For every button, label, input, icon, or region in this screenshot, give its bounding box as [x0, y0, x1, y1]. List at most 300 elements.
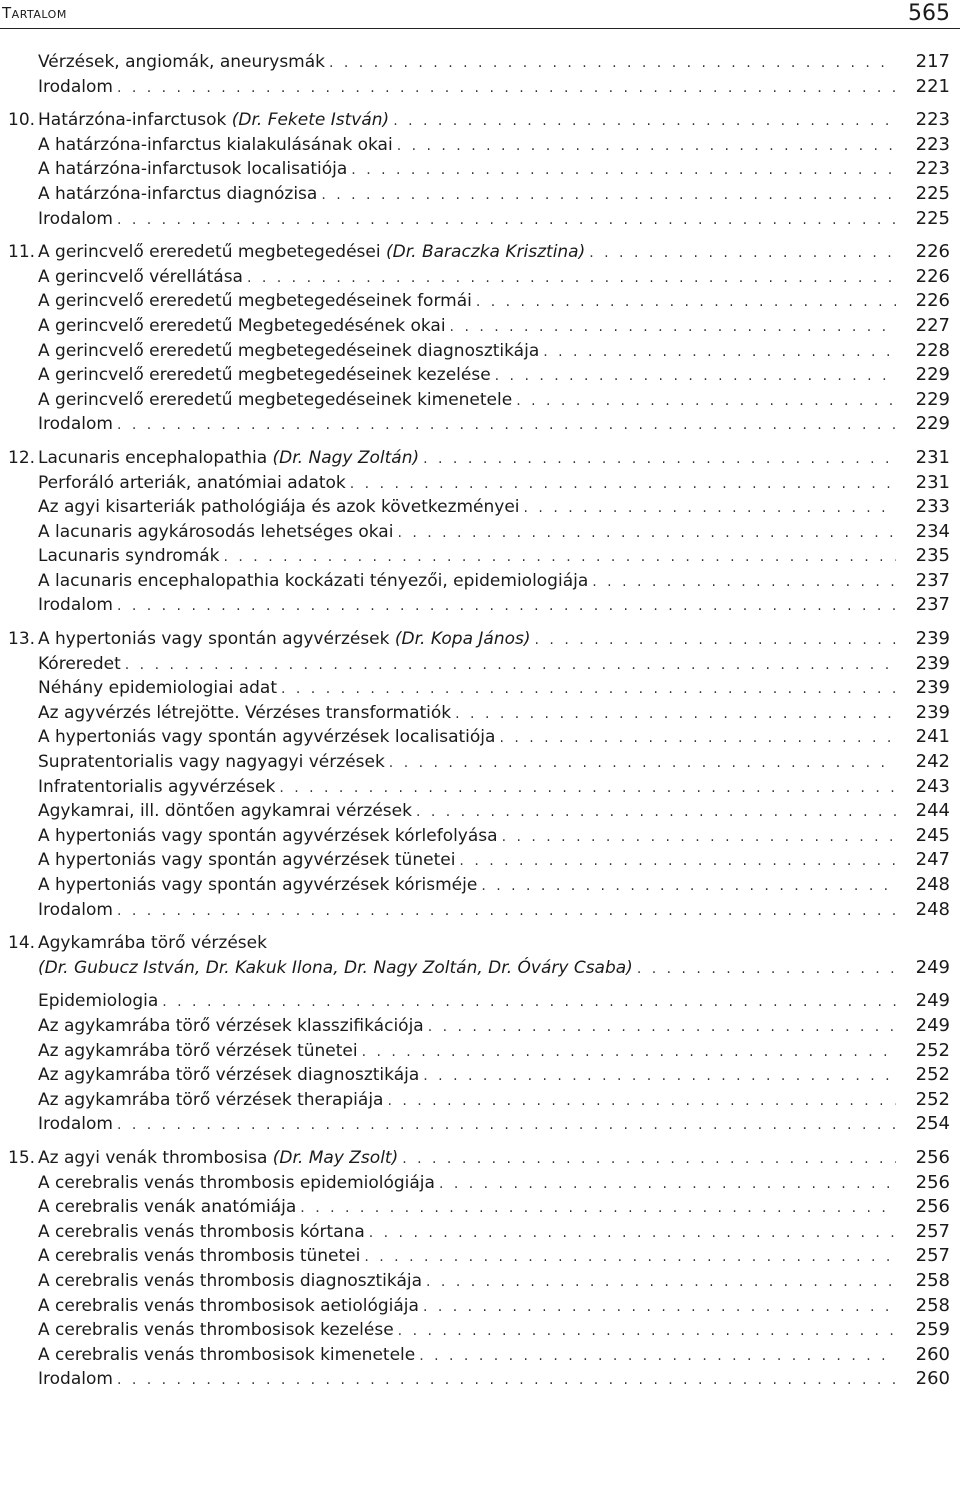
toc-entry-title-text: Agykamrai, ill. döntően agykamrai vérzések [38, 801, 412, 822]
toc-entry-page: 227 [915, 314, 950, 336]
dot-leader [117, 413, 896, 437]
toc-entry-title-text: A gerincvelő ereredetű megbetegedéseinek diagnosztikája [38, 340, 540, 361]
toc-entry-row [38, 931, 898, 955]
toc-entry-title [38, 1171, 435, 1195]
toc-entry-title-text: Perforáló arteriák, anatómiai adatok [38, 472, 346, 493]
toc-entry-row [38, 873, 898, 898]
toc-entry-author: (Dr. Nagy Zoltán) [272, 447, 420, 468]
toc-entry-page: 254 [915, 1113, 950, 1135]
toc-entry-row [38, 1063, 898, 1088]
toc-entry-author: (Dr. Gubucz István, Dr. Kakuk Ilona, Dr. Nagy Zoltán, Dr. Óváry Csaba) [38, 957, 633, 978]
page-header [0, 0, 960, 30]
toc-entry-title [38, 471, 346, 495]
toc-entry [0, 446, 960, 471]
toc-entry [0, 593, 960, 618]
toc-entry-title-text: Néhány epidemiologiai adat [38, 678, 277, 699]
toc-entry [0, 1171, 960, 1196]
toc-entry-page: 258 [915, 1294, 950, 1316]
toc-entry-title-text: Határzóna-infarctusok [38, 110, 232, 131]
dot-leader [459, 849, 896, 873]
dot-leader [428, 1015, 896, 1039]
toc-entry-title-text: A határzóna-infarctus kialakulásának okai [38, 134, 393, 155]
toc-entry-title-text: Az agyvérzés létrejötte. Vérzéses transformatiók [38, 702, 452, 723]
toc-entry [0, 471, 960, 496]
dot-leader [402, 1147, 896, 1171]
toc-entry-page: 248 [915, 874, 950, 895]
toc-entry [0, 701, 960, 726]
toc-entry-row [38, 314, 898, 339]
toc-entry-title-text: Epidemiologia [38, 991, 159, 1012]
dot-leader [117, 594, 896, 618]
toc-entry-row [38, 725, 898, 750]
toc-entry-page: 223 [915, 133, 950, 155]
toc-entry-page: 249 [915, 990, 950, 1012]
toc-entry [0, 495, 960, 520]
table-of-contents [0, 50, 960, 1392]
dot-leader [117, 1368, 896, 1392]
toc-entry-title-text: Irodalom [38, 1369, 113, 1390]
toc-entry-page: 221 [915, 75, 950, 97]
toc-entry-row [38, 750, 898, 775]
toc-entry-title [38, 1112, 113, 1136]
dot-leader [350, 472, 896, 496]
toc-entry [0, 265, 960, 290]
toc-entry-title-text: A cerebralis venás thrombosisok aetiológiája [38, 1295, 419, 1316]
dot-leader [279, 776, 896, 800]
toc-entry-page: 242 [915, 751, 950, 773]
toc-entry-page: 247 [915, 849, 950, 871]
chapter-number: 15. [8, 1147, 36, 1168]
toc-entry-row [38, 1318, 898, 1343]
toc-entry [0, 627, 960, 652]
toc-entry-page: 237 [915, 594, 950, 616]
toc-entry-title [38, 652, 121, 676]
toc-entry-title-text: Az agykamrába törő vérzések klasszifikációja [38, 1015, 424, 1036]
toc-entry [0, 1014, 960, 1039]
dot-leader [423, 1295, 896, 1319]
toc-entry [0, 50, 960, 75]
chapter-number: 10. [8, 110, 36, 131]
toc-entry [0, 1367, 960, 1392]
toc-entry-title [38, 314, 446, 338]
dot-leader [393, 109, 896, 133]
toc-entry-title [38, 775, 275, 799]
dot-leader [329, 51, 896, 75]
toc-entry-row [38, 265, 898, 290]
toc-entry-row [38, 412, 898, 437]
toc-entry-title [38, 412, 113, 436]
toc-entry-title-text: Lacunaris encephalopathia [38, 447, 273, 468]
toc-entry-page: 257 [915, 1245, 950, 1267]
toc-entry-title [38, 1269, 422, 1293]
toc-entry-title [38, 265, 243, 289]
toc-entry [0, 1244, 960, 1269]
toc-entry-row [38, 676, 898, 701]
toc-entry-title [38, 931, 267, 955]
toc-entry [0, 652, 960, 677]
toc-entry-title-text: A hypertoniás vagy spontán agyvérzések [38, 629, 395, 650]
dot-leader [300, 1196, 896, 1220]
toc-entry [0, 157, 960, 182]
toc-entry-row [38, 956, 898, 981]
toc-entry-page: 226 [915, 241, 950, 263]
toc-entry-title [38, 75, 113, 99]
toc-entry-title-text: A gerincvelő ereredetű megbetegedéseinek kimenetele [38, 389, 513, 410]
toc-entry-page: 239 [915, 701, 950, 723]
toc-entry [0, 412, 960, 437]
dot-leader [499, 726, 896, 750]
toc-entry-title [38, 627, 531, 651]
toc-entry-title-text: Irodalom [38, 414, 113, 435]
toc-entry [0, 848, 960, 873]
toc-entry-title [38, 50, 325, 74]
toc-entry-title-text: A hypertoniás vagy spontán agyvérzések kórlefolyása [38, 825, 498, 846]
toc-entry-title-text: Az agykamrába törő vérzések diagnosztikája [38, 1065, 420, 1086]
toc-entry [0, 240, 960, 265]
toc-entry [0, 1112, 960, 1137]
toc-entry-row [38, 593, 898, 618]
toc-entry-page: 233 [915, 496, 950, 518]
dot-leader [495, 364, 896, 388]
toc-entry-author: (Dr. May Zsolt) [272, 1147, 399, 1168]
toc-entry-title [38, 848, 455, 872]
toc-entry-title [38, 1343, 415, 1367]
toc-entry-row [38, 1039, 898, 1064]
toc-entry [0, 133, 960, 158]
toc-entry-row [38, 471, 898, 496]
toc-entry-page: 235 [915, 545, 950, 567]
dot-leader [481, 874, 896, 898]
toc-entry-page: 249 [915, 956, 950, 978]
toc-entry-title [38, 157, 347, 181]
toc-entry-title-text: Irodalom [38, 1114, 113, 1135]
toc-entry-title-text: Infratentorialis agyvérzések [38, 776, 276, 797]
toc-entry-title [38, 1146, 398, 1170]
toc-entry-title [38, 520, 393, 544]
toc-entry-title [38, 1039, 358, 1063]
toc-entry [0, 1269, 960, 1294]
dot-leader [224, 545, 897, 569]
dot-leader [450, 315, 896, 339]
toc-entry-row [38, 1294, 898, 1319]
toc-entry-page: 257 [915, 1220, 950, 1242]
toc-entry-row [38, 363, 898, 388]
dot-leader [423, 447, 896, 471]
toc-entry-page: 252 [915, 1064, 950, 1086]
toc-entry-title-text: A gerincvelő ereredetű Megbetegedésének okai [38, 315, 446, 336]
toc-entry-title-text: Az agykamrába törő vérzések tünetei [38, 1040, 358, 1061]
toc-entry-row [38, 388, 898, 413]
toc-entry [0, 1318, 960, 1343]
toc-entry-page: 223 [915, 109, 950, 131]
toc-entry [0, 388, 960, 413]
toc-entry [0, 1195, 960, 1220]
toc-entry-title [38, 1088, 383, 1112]
toc-entry-title [38, 339, 539, 363]
toc-entry-page: 231 [915, 471, 950, 493]
toc-entry [0, 873, 960, 898]
toc-entry-title-text: Irodalom [38, 595, 113, 616]
toc-entry-title-text: Az agyi venák thrombosisa [38, 1147, 273, 1168]
toc-entry-title-text: A határzóna-infarctusok localisatiója [38, 159, 348, 180]
toc-entry-title-text: A cerebralis venás thrombosisok kezelése [38, 1320, 394, 1341]
dot-leader [455, 702, 896, 726]
toc-entry-author: (Dr. Baraczka Krisztina) [386, 242, 586, 263]
toc-entry-row [38, 1269, 898, 1294]
toc-entry-row [38, 182, 898, 207]
toc-entry-title-text: A határzóna-infarctus diagnózisa [38, 183, 318, 204]
toc-entry-row [38, 520, 898, 545]
toc-entry-row [38, 1220, 898, 1245]
toc-entry-title-text: Irodalom [38, 899, 113, 920]
toc-entry [0, 1039, 960, 1064]
toc-entry [0, 898, 960, 923]
toc-entry [0, 520, 960, 545]
toc-entry-title [38, 388, 512, 412]
toc-entry-page: 228 [915, 339, 950, 361]
toc-entry-page: 252 [915, 1039, 950, 1061]
toc-entry-title-text: Az agyi kisarteriák pathológiája és azok következményei [38, 497, 520, 518]
header-rule [0, 28, 960, 29]
toc-entry-title [38, 725, 495, 749]
toc-entry-row [38, 1244, 898, 1269]
dot-leader [524, 496, 896, 520]
toc-entry-title [38, 363, 491, 387]
toc-entry-title-text: Agykamrába törő vérzések [38, 933, 267, 954]
toc-entry-title [38, 824, 498, 848]
toc-entry-title [38, 898, 113, 922]
toc-entry-row [38, 50, 898, 75]
chapter-number: 12. [8, 447, 36, 468]
toc-entry-title [38, 1195, 296, 1219]
toc-entry-page: 259 [915, 1319, 950, 1341]
toc-entry-page: 225 [915, 182, 950, 204]
toc-entry-row [38, 1367, 898, 1392]
toc-entry-row [38, 339, 898, 364]
toc-entry [0, 775, 960, 800]
dot-leader [125, 653, 896, 677]
toc-entry-title [38, 799, 412, 823]
dot-leader [589, 241, 896, 265]
dot-leader [117, 76, 896, 100]
toc-entry-row [38, 133, 898, 158]
toc-entry-title-text: A lacunaris agykárosodás lehetséges okai [38, 521, 394, 542]
toc-entry-title [38, 240, 585, 264]
dot-leader [117, 208, 896, 232]
dot-leader [397, 521, 896, 545]
toc-entry-page: 256 [915, 1146, 950, 1168]
dot-leader [398, 1319, 896, 1343]
dot-leader [535, 628, 896, 652]
toc-entry-title-text: A cerebralis venák anatómiája [38, 1197, 297, 1218]
toc-entry [0, 1063, 960, 1088]
toc-entry-title [38, 1220, 365, 1244]
toc-entry-title-text: Az agykamrába törő vérzések therapiája [38, 1089, 384, 1110]
toc-entry-title [38, 1294, 419, 1318]
toc-entry-row [38, 824, 898, 849]
toc-entry-page: 226 [915, 290, 950, 312]
toc-entry-title-text: A gerincvelő ereredetű megbetegedései [38, 242, 386, 263]
dot-leader [397, 134, 896, 158]
toc-entry-row [38, 544, 898, 569]
toc-entry-row [38, 652, 898, 677]
toc-entry-title-text: A cerebralis venás thrombosis kórtana [38, 1221, 365, 1242]
toc-entry-page: 241 [915, 726, 950, 748]
toc-entry-title [38, 701, 451, 725]
toc-entry [0, 824, 960, 849]
toc-entry-row [38, 627, 898, 652]
toc-entry [0, 314, 960, 339]
chapter-number: 11. [8, 242, 36, 263]
toc-entry-page: 239 [915, 652, 950, 674]
toc-entry-title [38, 676, 277, 700]
toc-entry-author: (Dr. Fekete István) [231, 110, 390, 131]
dot-leader [387, 1089, 896, 1113]
toc-entry [0, 1088, 960, 1113]
toc-entry-title-text: A gerincvelő ereredetű megbetegedéseinek kezelése [38, 365, 491, 386]
toc-entry-page: 256 [915, 1171, 950, 1193]
toc-entry-page: 229 [915, 364, 950, 386]
toc-entry-page: 260 [915, 1368, 950, 1390]
toc-entry-title-text: A cerebralis venás thrombosis diagnosztikája [38, 1270, 423, 1291]
dot-leader [281, 677, 896, 701]
toc-entry-title-text: A cerebralis venás thrombosisok kimenetele [38, 1344, 416, 1365]
dot-leader [516, 389, 896, 413]
toc-entry-page: 229 [915, 388, 950, 410]
toc-entry-title-text: A hypertoniás vagy spontán agyvérzések kórisméje [38, 875, 478, 895]
toc-entry [0, 989, 960, 1014]
toc-entry-page: 239 [915, 677, 950, 699]
dot-leader [321, 183, 896, 207]
toc-entry [0, 1146, 960, 1171]
toc-entry-title [38, 1244, 360, 1268]
toc-entry-title [38, 544, 220, 568]
toc-entry-row [38, 75, 898, 100]
toc-entry-row [38, 1171, 898, 1196]
toc-entry-title-text: Kóreredet [38, 653, 121, 674]
toc-entry [0, 289, 960, 314]
toc-entry-page: 260 [915, 1343, 950, 1365]
toc-entry-page: 226 [915, 265, 950, 287]
chapter-number: 14. [8, 933, 36, 954]
toc-entry-row [38, 1088, 898, 1113]
toc-entry-title [38, 207, 113, 231]
toc-entry-page: 225 [915, 207, 950, 229]
toc-entry-title [38, 989, 158, 1013]
toc-entry-title-text: A lacunaris encephalopathia kockázati tényezői, epidemiologiája [38, 570, 589, 591]
toc-entry-row [38, 775, 898, 800]
toc-entry-author: (Dr. Kopa János) [394, 629, 531, 650]
toc-entry-page: 249 [915, 1014, 950, 1036]
dot-leader [419, 1344, 896, 1368]
toc-entry-title-text: Irodalom [38, 208, 113, 229]
toc-entry-title-text: A gerincvelő vérellátása [38, 266, 243, 287]
toc-entry-title-text: A cerebralis venás thrombosis tünetei [38, 1246, 361, 1267]
toc-entry-title [38, 593, 113, 617]
dot-leader [423, 1064, 896, 1088]
toc-entry-title [38, 108, 389, 132]
dot-leader [364, 1245, 896, 1269]
toc-entry-title [38, 289, 472, 313]
dot-leader [351, 158, 896, 182]
toc-entry-title-text: Lacunaris syndromák [38, 546, 220, 567]
dot-leader [369, 1221, 896, 1245]
toc-entry [0, 725, 960, 750]
toc-entry-row [38, 157, 898, 182]
chapter-number: 13. [8, 629, 36, 650]
toc-entry-page: 244 [915, 800, 950, 822]
page-number: 565 [908, 1, 950, 26]
toc-entry [0, 931, 960, 956]
toc-entry-title [38, 446, 419, 470]
toc-entry-row [38, 446, 898, 471]
toc-entry-row [38, 289, 898, 314]
toc-entry-title [38, 1063, 419, 1087]
toc-entry [0, 1220, 960, 1245]
toc-entry-title [38, 956, 633, 980]
toc-entry-page: 248 [915, 898, 950, 920]
toc-entry-title [38, 182, 317, 206]
toc-entry-row [38, 108, 898, 133]
dot-leader [117, 899, 896, 923]
toc-entry-page: 231 [915, 446, 950, 468]
toc-entry-row [38, 1014, 898, 1039]
toc-entry-row [38, 495, 898, 520]
dot-leader [416, 800, 896, 824]
toc-entry-page: 256 [915, 1196, 950, 1218]
dot-leader [476, 290, 896, 314]
toc-entry-page: 217 [915, 51, 950, 72]
toc-entry [0, 1294, 960, 1319]
toc-entry-row [38, 207, 898, 232]
toc-entry [0, 799, 960, 824]
dot-leader [117, 1113, 896, 1137]
toc-entry-page: 245 [915, 824, 950, 846]
toc-entry [0, 750, 960, 775]
toc-entry-row [38, 989, 898, 1014]
toc-entry-title [38, 750, 385, 774]
toc-entry-row [38, 701, 898, 726]
toc-entry [0, 544, 960, 569]
toc-entry-title [38, 873, 477, 897]
toc-entry [0, 1343, 960, 1368]
toc-entry-page: 258 [915, 1269, 950, 1291]
toc-entry-page: 243 [915, 775, 950, 797]
dot-leader [637, 957, 896, 981]
toc-entry-row [38, 799, 898, 824]
toc-entry-row [38, 898, 898, 923]
toc-entry [0, 363, 960, 388]
toc-entry-row [38, 1112, 898, 1137]
toc-entry-title-text: Supratentorialis vagy nagyagyi vérzések [38, 752, 385, 773]
toc-entry-row [38, 240, 898, 265]
section-title: Tartalom [2, 4, 67, 22]
toc-entry [0, 676, 960, 701]
dot-leader [362, 1040, 896, 1064]
toc-entry [0, 108, 960, 133]
toc-entry-title-text: Vérzések, angiomák, aneurysmák [38, 52, 325, 72]
toc-entry-title [38, 133, 393, 157]
toc-entry-row [38, 1195, 898, 1220]
dot-leader [543, 340, 896, 364]
dot-leader [439, 1172, 896, 1196]
toc-entry-row [38, 1343, 898, 1368]
dot-leader [426, 1270, 896, 1294]
dot-leader [389, 751, 896, 775]
toc-entry [0, 182, 960, 207]
dot-leader [592, 570, 896, 594]
toc-entry-title-text: A hypertoniás vagy spontán agyvérzések localisatiója [38, 727, 496, 748]
